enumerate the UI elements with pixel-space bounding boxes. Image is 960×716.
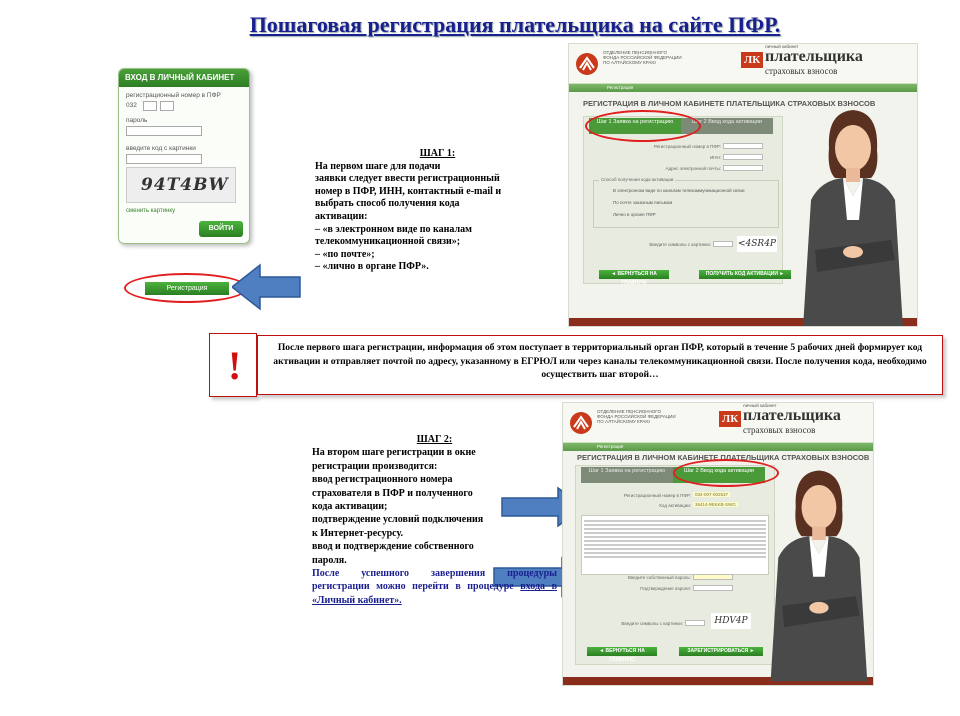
page-title: Пошаговая регистрация плательщика на сайте ПФР. (249, 12, 781, 37)
back-button[interactable]: ◄ ВЕРНУТЬСЯ НА ГЛАВНУЮ (599, 270, 669, 279)
step2-line: страхователя в ПФР и полученного (312, 487, 473, 499)
field-reg-value[interactable]: 032-007-002537 (695, 492, 729, 497)
lk-small: личный кабинет (765, 44, 799, 49)
method-option-electronic[interactable]: В электронном виде по каналам телекоммуникационной связи (613, 188, 745, 193)
lk-badge: ЛК (741, 52, 763, 68)
login-button[interactable]: ВОЙТИ (199, 221, 243, 237)
register-submit-button[interactable]: ЗАРЕГИСТРИРОВАТЬСЯ ► (679, 647, 763, 656)
shot1-heading: РЕГИСТРАЦИЯ В ЛИЧНОМ КАБИНЕТЕ ПЛАТЕЛЬЩИКА СТРАХОВЫХ ВЗНОСОВ (583, 99, 876, 108)
org-name: ОТДЕЛЕНИЕ ПЕНСИОННОГО ФОНДА РОССИЙСКОЙ ФЕДЕРАЦИИ ПО АЛТАЙСКОМУ КРАЮ (603, 50, 682, 65)
change-captcha-link[interactable]: сменить картинку (126, 208, 176, 214)
method-option-mail[interactable]: По почте заказным письмом (613, 200, 673, 205)
method-label: Способ получения кода активации (601, 177, 674, 182)
warning-note: После первого шага регистрации, информация об этом поступает в территориальный орган ПФР, который в течение 5 рабочих дней формирует код активации и отправляет почтой по адресу, указанному в ЕГРЮЛ или через каналы телекоммуникационной связи. После получения кода, необходимо осуществить шаг второй… (257, 335, 943, 395)
captcha-field[interactable] (126, 154, 202, 164)
lk-subtitle: страховых взносов (743, 425, 816, 435)
login-cabinet-link[interactable]: входа в «Личный кабинет». (312, 581, 557, 606)
step1-line: На первом шаге для подачи (315, 160, 441, 172)
step1-line: – «в электронном виде по каналам (315, 223, 472, 235)
register-button[interactable]: Регистрация (145, 282, 229, 295)
nav-item-registration[interactable]: Регистрация (607, 85, 634, 90)
step2-line: ввод регистрационного номера (312, 474, 453, 486)
password-field[interactable] (126, 126, 202, 136)
step1-line: – «лично в органе ПФР». (315, 261, 429, 273)
field-inn-label: ИНН: (710, 155, 721, 160)
field-inn-input[interactable] (723, 154, 763, 160)
tab-step1[interactable]: Шаг 1 Заявка на регистрацию (581, 467, 673, 483)
shot2-heading: РЕГИСТРАЦИЯ В ЛИЧНОМ КАБИНЕТЕ ПЛАТЕЛЬЩИКА СТРАХОВЫХ ВЗНОСОВ (577, 453, 870, 462)
lk-title: плательщика (743, 407, 841, 424)
pfr-logo-icon (569, 411, 593, 435)
terms-textarea[interactable] (581, 515, 769, 575)
step2-final-text (312, 567, 557, 607)
field-reg-label: Регистрационный номер в ПФР: (623, 493, 691, 498)
captcha-image: <4SR4P (737, 236, 777, 252)
method-option-person[interactable]: Лично в органе ПФР (613, 212, 656, 217)
tab-step2[interactable]: Шаг 2 Ввод кода активации (673, 467, 765, 483)
get-code-button[interactable]: ПОЛУЧИТЬ КОД АКТИВАЦИИ ► (699, 270, 791, 279)
captcha-label: введите код с картинки (126, 145, 196, 152)
field-code-value[interactable]: 36414-9EKKB-SWG (695, 502, 736, 507)
tab-step1[interactable]: Шаг 1 Заявка на регистрацию (589, 118, 681, 134)
field-email-input[interactable] (723, 165, 763, 171)
captcha-label: Введите символы с картинки: (621, 621, 683, 626)
lk-subtitle: страховых взносов (765, 66, 838, 76)
step1-line: заявки следует ввести регистрационный (315, 173, 500, 185)
exclamation-icon: ! (228, 343, 242, 388)
screenshot-step1 (568, 43, 918, 327)
step1-line: – «по почте»; (315, 248, 375, 260)
captcha-image: 94T4BW (126, 167, 236, 203)
field-pass2-label: Подтверждение пароля: (640, 586, 691, 591)
tab-step2[interactable]: Шаг 2 Ввод кода активации (681, 118, 773, 134)
login-header: ВХОД В ЛИЧНЫЙ КАБИНЕТ (119, 69, 249, 87)
step2-heading: ШАГ 2: (416, 434, 453, 445)
field-reg-label: Регистрационный номер в ПФР: (653, 144, 721, 149)
captcha-image: HDV4P (711, 613, 751, 629)
screenshot-step2 (562, 402, 874, 686)
lk-small: личный кабинет (743, 403, 777, 408)
lk-title: плательщика (765, 48, 863, 65)
field-code-label: Код активации: (659, 503, 691, 508)
lk-badge: ЛК (719, 411, 741, 427)
org-name: ОТДЕЛЕНИЕ ПЕНСИОННОГО ФОНДА РОССИЙСКОЙ ФЕДЕРАЦИИ ПО АЛТАЙСКОМУ КРАЮ (597, 409, 676, 424)
reg-number-prefix: 032 (126, 102, 137, 109)
tab1-highlight-oval (585, 110, 701, 142)
register-highlight-oval (124, 273, 248, 303)
step1-heading: ШАГ 1: (419, 148, 456, 159)
step2-line: регистрации производится: (312, 460, 438, 472)
reg-number-label: регистрационный номер в ПФР (126, 92, 221, 99)
step1-line: телекоммуникационной связи»; (315, 236, 461, 248)
field-pass2-input[interactable] (693, 585, 733, 591)
step1-line: номер в ПФР, ИНН, контактный e-mail и (315, 185, 502, 197)
captcha-input[interactable] (713, 241, 733, 247)
reg-number-field-1[interactable] (143, 101, 157, 111)
field-pass-label: Введите собственный пароль: (627, 575, 691, 580)
field-email-label: Адрес электронной почты: (665, 166, 721, 171)
step1-line: активации: (315, 210, 368, 222)
step2-line: На втором шаге регистрации в окне (312, 447, 476, 459)
woman-photo (759, 455, 874, 686)
step2-line: пароля. (312, 554, 347, 566)
arrow-left-icon (232, 262, 302, 312)
step1-text (315, 148, 560, 274)
pfr-logo-icon (575, 52, 599, 76)
step1-line: выбрать способ получения кода (315, 198, 460, 210)
field-reg-input[interactable] (723, 143, 763, 149)
step2-line: подтверждение условий подключения (312, 514, 484, 526)
step2-line: ввод и подтверждение собственного (312, 541, 474, 553)
step2-line: кода активации; (312, 501, 388, 513)
nav-item-registration[interactable]: Регистрация (597, 444, 624, 449)
reg-number-field-2[interactable] (160, 101, 174, 111)
captcha-label: Введите символы с картинки: (649, 242, 711, 247)
warning-mark-box (209, 333, 257, 397)
login-panel (118, 68, 250, 244)
woman-photo (791, 100, 911, 327)
step2-text (312, 433, 557, 607)
step2-final: После успешного завершения процедуры регистрации можно перейти в процедуре (312, 568, 557, 593)
captcha-input[interactable] (685, 620, 705, 626)
field-pass-input[interactable] (693, 574, 733, 580)
back-button[interactable]: ◄ ВЕРНУТЬСЯ НА ГЛАВНУЮ (587, 647, 657, 656)
step2-line: к Интернет-ресурсу. (312, 527, 403, 539)
password-label: пароль (126, 117, 148, 124)
